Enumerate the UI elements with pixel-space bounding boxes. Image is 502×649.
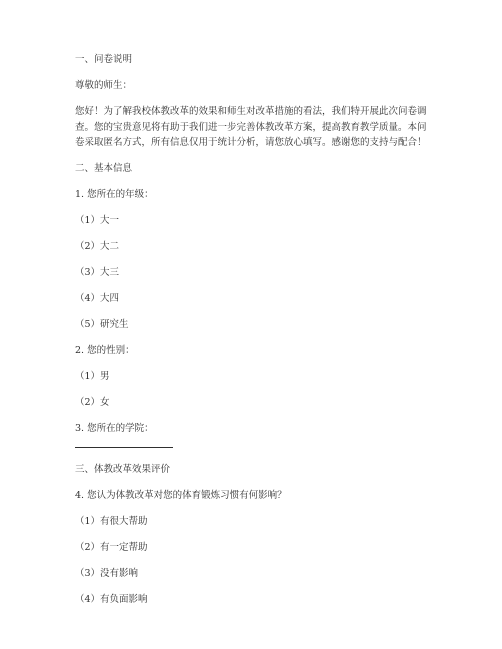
q1-option-1[interactable]: （1）大一 xyxy=(75,215,120,226)
q4-option-4[interactable]: （4）有负面影响 xyxy=(75,593,148,605)
question-3: 3. 您所在的学院： xyxy=(75,423,154,434)
q2-option-1[interactable]: （1）男 xyxy=(75,371,110,382)
question-2: 2. 您的性别： xyxy=(75,345,135,356)
q1-option-2[interactable]: （2）大二 xyxy=(75,241,120,252)
section-title-basic-info: 二、基本信息 xyxy=(75,163,133,174)
q1-option-5[interactable]: （5）研究生 xyxy=(75,319,129,330)
q1-option-4[interactable]: （4）大四 xyxy=(75,293,120,304)
intro-paragraph: 您好！为了解我校体教改革的效果和师生对改革措施的看法，我们特开展此次问卷调查。您的宝贵意见将有助于我们进一步完善体教改革方案，提高教育教学质量。本问卷采取匿名方式，所有信息仅用于统计分析，请您放心填写。感谢您的支持与配合！ xyxy=(75,106,427,148)
college-answer-blank[interactable] xyxy=(75,437,173,448)
q2-option-2[interactable]: （2）女 xyxy=(75,397,110,408)
question-4: 4. 您认为体教改革对您的体育锻炼习惯有何影响？ xyxy=(75,489,287,501)
greeting: 尊敬的师生： xyxy=(75,80,133,91)
questionnaire-page xyxy=(75,52,435,618)
q1-option-3[interactable]: （3）大三 xyxy=(75,267,120,278)
q4-option-2[interactable]: （2）有一定帮助 xyxy=(75,541,148,553)
q4-option-3[interactable]: （3）没有影响 xyxy=(75,567,139,579)
section-title-evaluation: 三、体教改革效果评价 xyxy=(75,463,171,475)
q4-option-1[interactable]: （1）有很大帮助 xyxy=(75,515,148,527)
question-1: 1. 您所在的年级： xyxy=(75,189,154,200)
section-title-instructions: 一、问卷说明 xyxy=(75,54,133,65)
